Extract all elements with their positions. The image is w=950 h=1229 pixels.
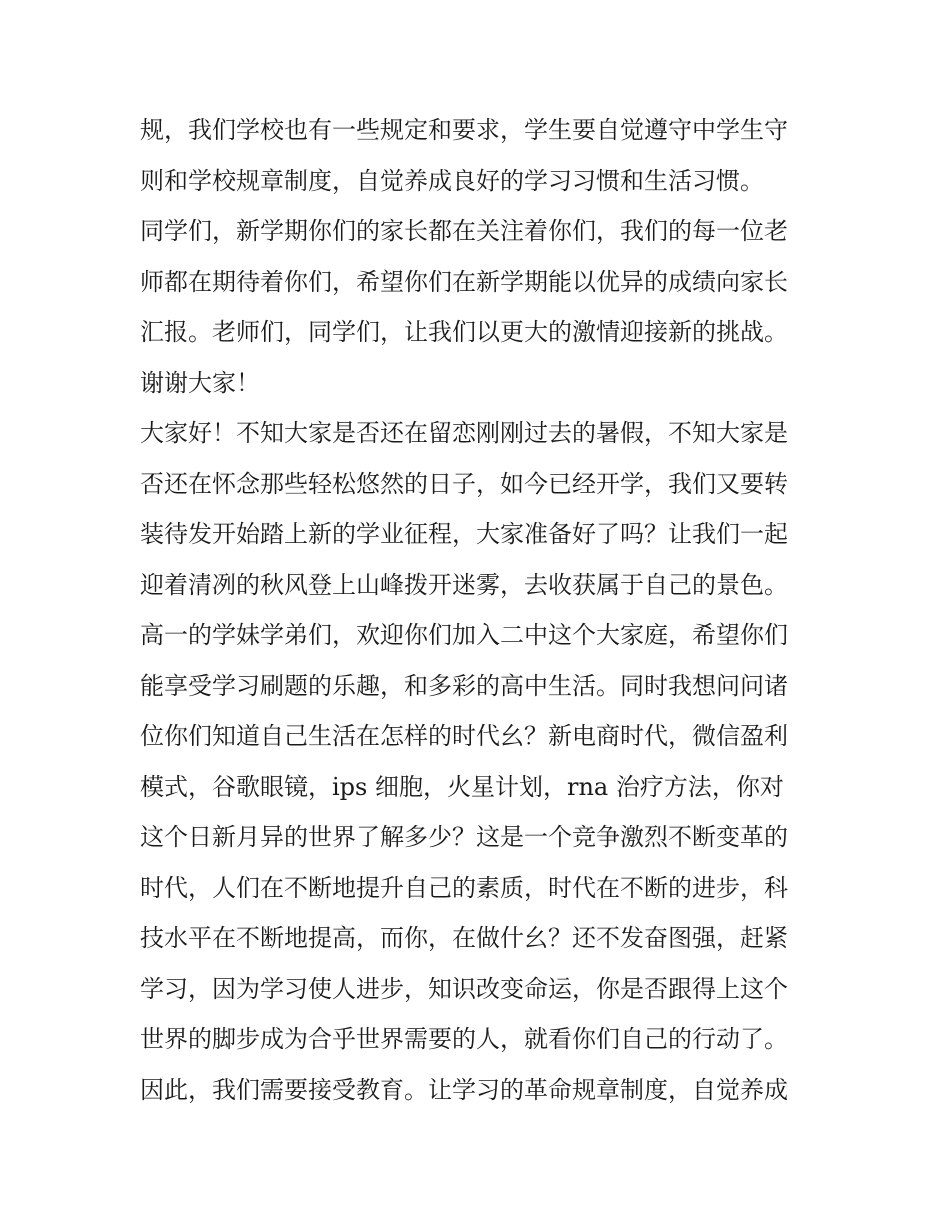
text-line: 否还在怀念那些轻松悠然的日子，如今已经开学，我们又要转 xyxy=(140,469,788,498)
text-line: 位你们知道自己生活在怎样的时代幺？新电商时代，微信盈利 xyxy=(140,722,788,750)
text-line: 汇报。老师们，同学们，让我们以更大的激情迎接新的挑战。 xyxy=(140,318,788,346)
text-line: 模式，谷歌眼镜，ips 细胞，火星计划，rna 治疗方法，你对 xyxy=(140,772,784,801)
text-line: 世界的脚步成为合乎世界需要的人，就看你们自己的行动了。 xyxy=(140,1025,788,1053)
text-line: 同学们，新学期你们的家长都在关注着你们，我们的每一位老 xyxy=(140,217,788,245)
text-line: 规，我们学校也有一些规定和要求，学生要自觉遵守中学生守 xyxy=(140,116,788,144)
text-line: 则和学校规章制度，自觉养成良好的学习习惯和生活习惯。 xyxy=(140,166,764,195)
text-line: 技水平在不断地提高，而你，在做什幺？还不发奋图强，赶紧 xyxy=(140,924,788,952)
text-line: 这个日新月异的世界了解多少？这是一个竞争激烈不断变革的 xyxy=(140,823,788,851)
text-line: 学习，因为学习使人进步，知识改变命运，你是否跟得上这个 xyxy=(140,974,788,1003)
text-line: 时代，人们在不断地提升自己的素质，时代在不断的进步，科 xyxy=(140,873,788,902)
text-line: 因此，我们需要接受教育。让学习的革命规章制度，自觉养成 xyxy=(140,1075,788,1104)
body-text xyxy=(140,105,830,1115)
text-line: 迎着清冽的秋风登上山峰拨开迷雾，去收获属于自己的景色。 xyxy=(140,570,788,599)
text-line: 大家好！不知大家是否还在留恋刚刚过去的暑假，不知大家是 xyxy=(140,419,788,447)
text-line: 高一的学妹学弟们，欢迎你们加入二中这个大家庭，希望你们 xyxy=(140,621,788,649)
text-line: 谢谢大家！ xyxy=(140,368,260,397)
text-line: 师都在期待着你们，希望你们在新学期能以优异的成绩向家长 xyxy=(140,267,788,296)
text-line: 装待发开始踏上新的学业征程，大家准备好了吗？让我们一起 xyxy=(140,520,788,548)
text-line: 能享受学习刷题的乐趣，和多彩的高中生活。同时我想问问诸 xyxy=(140,671,788,700)
